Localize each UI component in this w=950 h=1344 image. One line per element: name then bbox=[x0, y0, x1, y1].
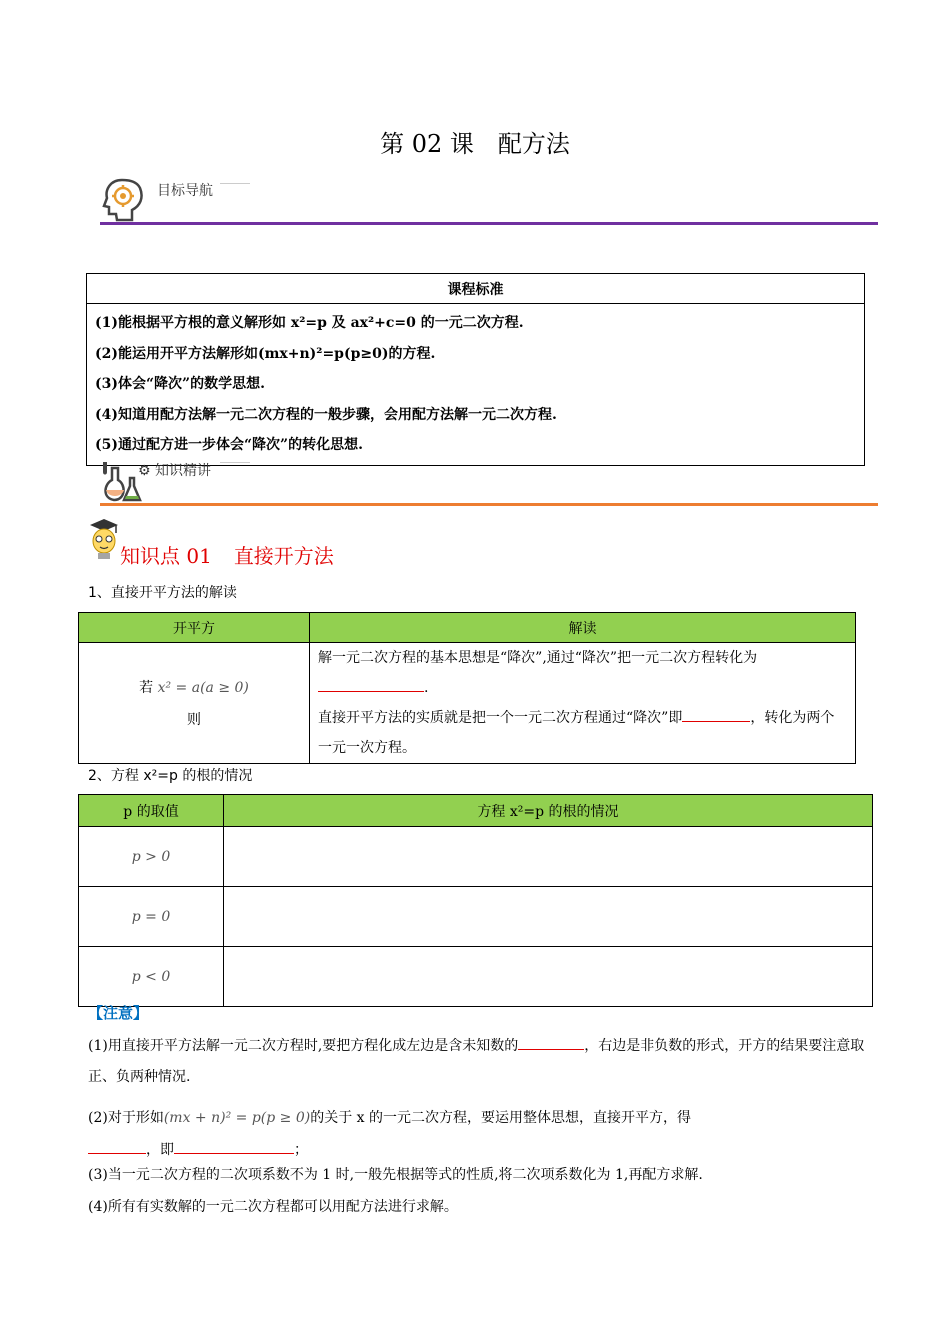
knowledge-divider bbox=[100, 503, 878, 506]
table2-header: 方程 x²=p 的根的情况 bbox=[224, 795, 873, 827]
table1-explanation-cell: 解一元二次方程的基本思想是“降次”,通过“降次”把一元二次方程转化为. 直接开平方法的实质就是把一个一元二次方程通过“降次”即 ，转化为两个一元一次方程。 bbox=[310, 643, 856, 764]
course-standard-items bbox=[87, 304, 865, 466]
standard-item: (4)知道用配方法解一元二次方程的一般步骤，会用配方法解一元二次方程. bbox=[95, 406, 557, 423]
gear-icon: ⚙ bbox=[138, 463, 151, 479]
fill-blank[interactable] bbox=[318, 691, 424, 692]
goal-divider bbox=[100, 222, 878, 225]
table2-answer-cell[interactable] bbox=[224, 947, 873, 1007]
table2-answer-cell[interactable] bbox=[224, 827, 873, 887]
standard-item: (5)通过配方进一步体会“降次”的转化思想. bbox=[95, 437, 363, 453]
note-item-4: (4)所有有实数解的一元二次方程都可以用配方法进行求解。 bbox=[88, 1199, 458, 1215]
table2-row-label: p > 0 bbox=[79, 827, 224, 887]
goal-section-label: 目标导航 bbox=[157, 183, 213, 199]
note-item-1: (1)用直接开平方法解一元二次方程时,要把方程化成左边是含未知数的 ，右边是非负数的形式，开方的结果要注意取正、负两种情况. bbox=[88, 1038, 865, 1085]
formula: x² = a(a ≥ 0) bbox=[157, 680, 249, 696]
knowledge-point-label: 知识点 01 bbox=[120, 544, 212, 568]
subsection-1-title: 1、直接开平方法的解读 bbox=[88, 585, 237, 601]
note-item-2: (2)对于形如(mx + n)² = p(p ≥ 0)的关于 x 的一元二次方程，要运用整体思想，直接开平方，得 ，即 ； bbox=[88, 1110, 692, 1158]
table1-header: 解读 bbox=[310, 613, 856, 643]
page-title: 第 02 课 配方法 bbox=[380, 130, 570, 158]
direct-root-table bbox=[78, 612, 856, 764]
standard-item: (2)能运用开平方法解形如(mx+n)²=p(p≥0)的方程. bbox=[95, 345, 436, 362]
standard-item: (1)能根据平方根的意义解形如 x²=p 及 ax²+c=0 的一元二次方程. bbox=[95, 315, 524, 331]
knowledge-point-heading bbox=[120, 540, 334, 569]
root-cases-table bbox=[78, 794, 873, 1007]
table2-answer-cell[interactable] bbox=[224, 887, 873, 947]
formula: (mx + n)² = p(p ≥ 0) bbox=[163, 1110, 311, 1126]
fill-blank[interactable] bbox=[682, 721, 750, 722]
graduate-bulb-icon bbox=[86, 517, 122, 561]
note-item-3: (3)当一元二次方程的二次项系数不为 1 时,一般先根据等式的性质,将二次项系数化为 1,再配方求解. bbox=[88, 1167, 703, 1183]
note-title: 【注意】 bbox=[88, 1004, 149, 1022]
table1-condition-cell: 若 x² = a(a ≥ 0) 则 bbox=[79, 643, 310, 764]
knowledge-point-title: 直接开方法 bbox=[233, 544, 334, 568]
fill-blank[interactable] bbox=[174, 1153, 294, 1154]
course-standard-header: 课程标准 bbox=[87, 274, 865, 304]
subsection-2-title: 2、方程 x²=p 的根的情况 bbox=[88, 768, 253, 784]
head-brain-icon bbox=[102, 176, 146, 222]
knowledge-label-underline bbox=[220, 462, 250, 463]
course-standard-table bbox=[86, 273, 865, 466]
fill-blank[interactable] bbox=[88, 1153, 146, 1154]
table2-row-label: p < 0 bbox=[79, 947, 224, 1007]
table2-row-label: p = 0 bbox=[79, 887, 224, 947]
standard-item: (3)体会“降次”的数学思想. bbox=[95, 376, 265, 392]
knowledge-section-label: ⚙ 知识精讲 bbox=[138, 463, 212, 479]
table2-header: p 的取值 bbox=[79, 795, 224, 827]
goal-label-underline bbox=[220, 183, 250, 184]
table1-header: 开平方 bbox=[79, 613, 310, 643]
fill-blank[interactable] bbox=[518, 1049, 584, 1050]
